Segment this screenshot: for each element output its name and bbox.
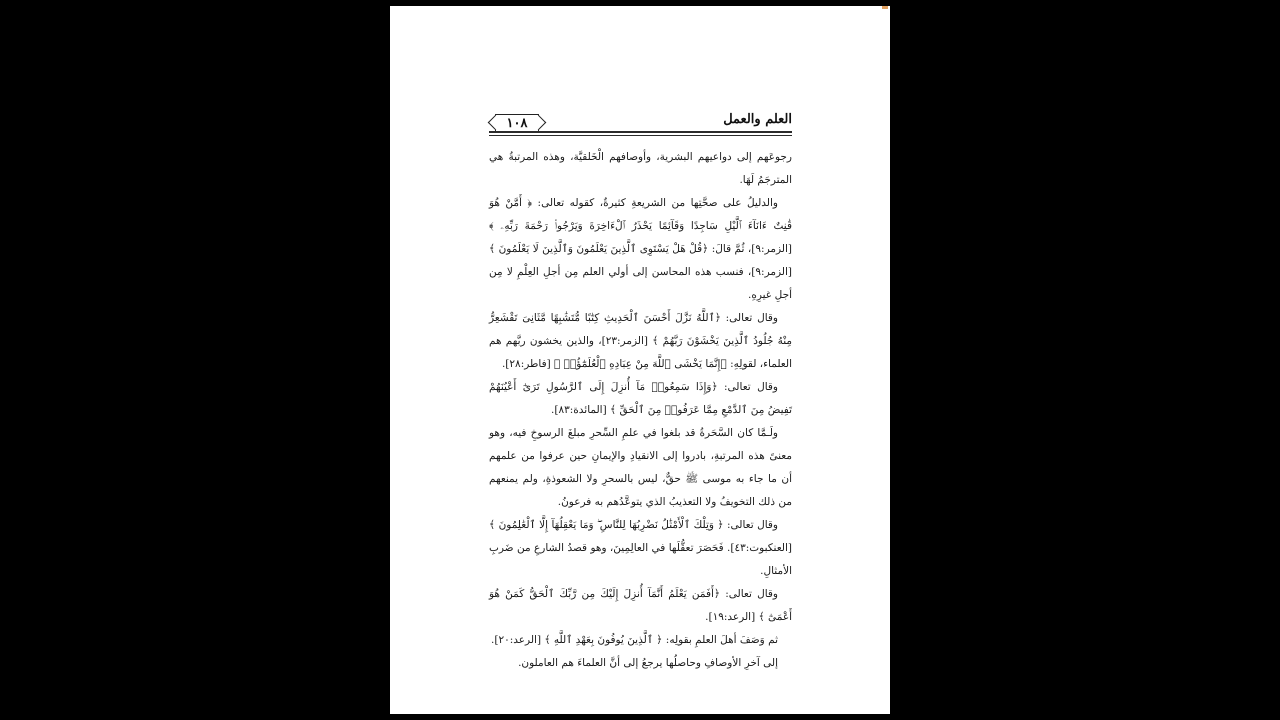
book-title: العلم والعمل [723,112,792,127]
running-header [489,112,792,134]
header-rule [489,131,792,133]
paragraph: وقال تعالى: ﴿أَفَمَن يَعْلَمُ أَنَّمَآ أُنزِلَ إِلَيْكَ مِن رَّبِّكَ ٱلْحَقُّ كَمَنْ هُوَ أَعْمَىٰٓ ﴾ [الرعد:١٩]. [489,588,792,623]
paragraph: إلى آخرِ الأوصافِ وحاصلُها يرجعُ إلى أنَّ العلماءَ هم العاملون. [518,657,778,669]
paragraph: وقال تعالى: ﴿وَإِذَا سَمِعُوا۟ مَآ أُنزِلَ إِلَى ٱلرَّسُولِ تَرَىٰٓ أَعْيُنَهُمْ تَفِيضُ مِنَ ٱلدَّمْعِ مِمَّا عَرَفُوا۟ مِنَ ٱلْحَقِّ ﴾ [المائدة:٨٣]. [489,381,792,416]
paragraph: ولَـمَّا كان السَّحَرةُ قد بلغوا في علمِ السِّحرِ مبلغَ الرسوخِ فيه، وهو معنىً هذه المرتبةِ، بادروا إلى الانقيادِ والإيمانِ حين عرفوا من علمهم أن ما جاء به موسى ﷺ حقٌّ، ليس بالسحرِ ولا الشعوذةِ، ولم يمنعهم من ذلك التخويفُ ولا التعذيبُ الذي يتوعَّدُهم به فرعونُ. [489,427,792,508]
paragraph: ثم وَصَفَ أهلَ العلمِ بقولِه: ﴿ ٱلَّذِينَ يُوفُونَ بِعَهْدِ ٱللَّهِ ﴾ [الرعد:٢٠]. [491,634,778,646]
paragraph: وقال تعالى: ﴿ٱللَّهُ نَزَّلَ أَحْسَنَ ٱلْحَدِيثِ كِتَٰبًا مُّتَشَٰبِهًا مَّثَانِىَ تَقْشَعِرُّ مِنْهُ جُلُودُ ٱلَّذِينَ يَخْشَوْنَ رَبَّهُمْ ﴾ [الزمر:٢٣]، والذين يخشون ربَّهم هم العلماء، لقولِهِ: ﴿إِنَّمَا يَخْشَى ٱللَّهَ مِنْ عِبَادِهِ ٱلْعُلَمَٰٓؤُا۟ ﴾ [فاطر:٢٨]. [489,312,792,370]
page-number: ١٠٨ [495,114,539,132]
paragraph: والدليلُ على صحَّتِها من الشريعةِ كثيرةٌ، كقوله تعالى: ﴿ أَمَّنْ هُوَ قَٰنِتٌ ءَانَآءَ ٱلَّيْلِ سَاجِدًا وَقَآئِمًا يَحْذَرُ ٱلْءَاخِرَةَ وَيَرْجُوا۟ رَحْمَةَ رَبِّهِۦ ﴾ [الزمر:٩]، ثُمَّ قالَ: ﴿قُلْ هَلْ يَسْتَوِى ٱلَّذِينَ يَعْلَمُونَ وَٱلَّذِينَ لَا يَعْلَمُونَ ﴾ [الزمر:٩]، فنسب هذه المحاسن إلى أولي العلم مِن أجلِ العِلْمِ لا مِن أجلِ غيرِهِ. [489,197,792,301]
page-content [390,6,890,714]
paragraph: وقال تعالى: ﴿ وَتِلْكَ ٱلْأَمْثَٰلُ نَضْرِبُهَا لِلنَّاسِ ۖ وَمَا يَعْقِلُهَآ إِلَّا ٱلْعَٰلِمُونَ ﴾ [العنكبوت:٤٣]. فَحَصَرَ تعقُّلَها في العالِمِينَ، وهو قصدُ الشارعِ من ضَربِ الأمثالِ. [489,519,792,577]
paragraph: رجوعَهم إلى دواعيهم البشرية، وأوصافهم الْخَلقيَّة، وهذه المرتبةُ هي المترجَمُ لَهَا. [489,151,792,186]
header-rule-thin [489,135,792,136]
body-text [489,146,792,675]
